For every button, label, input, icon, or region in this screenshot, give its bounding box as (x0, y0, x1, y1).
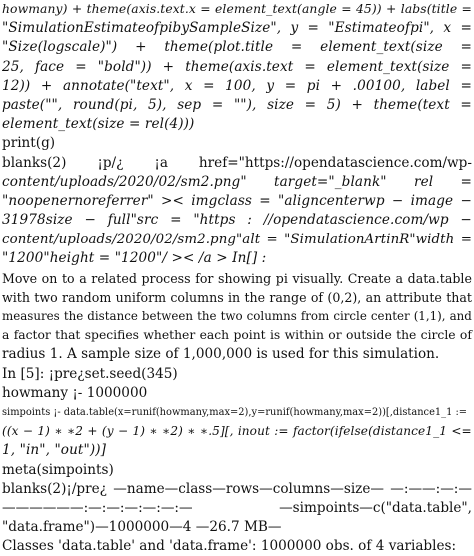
table-line-3: "data.frame")—1000000—4 —26.7 MB— (2, 519, 282, 536)
code-line-2: "SimulationEstimateofpibySampleSize", y = "Estimateofpi", x = (2, 20, 472, 37)
code-meta: meta(simpoints) (2, 461, 114, 478)
html-line-2: content/uploads/2020/02/sm2.png" target="_blank" rel = (2, 173, 472, 190)
code-howmany: howmany ¡- 1000000 (2, 384, 148, 401)
code-line-3: "Size(logscale)") + theme(plot.title = element_text(size = (2, 39, 472, 56)
paragraph-line-1: Move on to a related process for showing pi visually. Create a data.table (2, 270, 472, 286)
code-line-print: print(g) (2, 135, 56, 152)
table-line-2: ——————:—:—:—:—:—:— —simpoints—c("data.table", (2, 499, 472, 516)
html-line-3: "noopenernoreferrer" >< imgclass = "aligncenterwp − image − (2, 192, 472, 209)
html-line-6: "1200"height = "1200"/ >< /a > In[] : (2, 250, 267, 267)
paragraph-line-4: a factor that specifies whether each point is within or outside the circle of (2, 328, 472, 343)
code-simpoints-2: ((x − 1) ∗ ∗2 + (y − 1) ∗ ∗2) ∗ ∗.5][, inout := factor(ifelse(distance1_1 <= (2, 424, 472, 439)
code-simpoints-1: simpoints ¡- data.table(x=runif(howmany,max=2),y=runif(howmany,max=2))[,distance1_1 := (2, 406, 468, 418)
code-line-5: 12)) + annotate("text", x = 100, y = pi + .00100, label = (2, 77, 472, 94)
html-line-5: content/uploads/2020/02/sm2.png"alt = "SimulationArtinR"width = (2, 232, 472, 248)
table-line-1: blanks(2)¡/pre¿ —name—class—rows—columns—size— —:——:—:— (2, 480, 472, 497)
paragraph-line-5: radius 1. A sample size of 1,000,000 is used for this simulation. (2, 346, 440, 363)
document-page (2, 0, 472, 555)
paragraph-line-2: with two random uniform columns in the range of (0,2), an attribute that (2, 289, 472, 305)
classes-line: Classes 'data.table' and 'data.frame': 1000000 obs. of 4 variables: (2, 538, 457, 555)
code-line-7: element_text(size = rel(4))) (2, 116, 195, 133)
html-line-4: 31978size − full"src = "https : //opendatascience.com/wp − (2, 212, 472, 229)
code-simpoints-3: 1, "in", "out"))] (2, 442, 107, 459)
code-input-label: In [5]: ¡pre¿set.seed(345) (2, 365, 178, 382)
html-line-1: blanks(2) ¡p/¿ ¡a href="https://opendatascience.com/wp- (2, 154, 472, 171)
code-line-6: paste("", round(pi, 5), sep = ""), size = 5) + theme(text = (2, 96, 472, 113)
code-line-4: 25, face = "bold")) + theme(axis.text = element_text(size = (2, 58, 472, 75)
paragraph-line-3: measures the distance between the two columns from circle center (1,1), and (2, 309, 472, 323)
code-line-1: howmany) + theme(axis.text.x = element_text(angle = 45)) + labs(title = (2, 2, 472, 16)
